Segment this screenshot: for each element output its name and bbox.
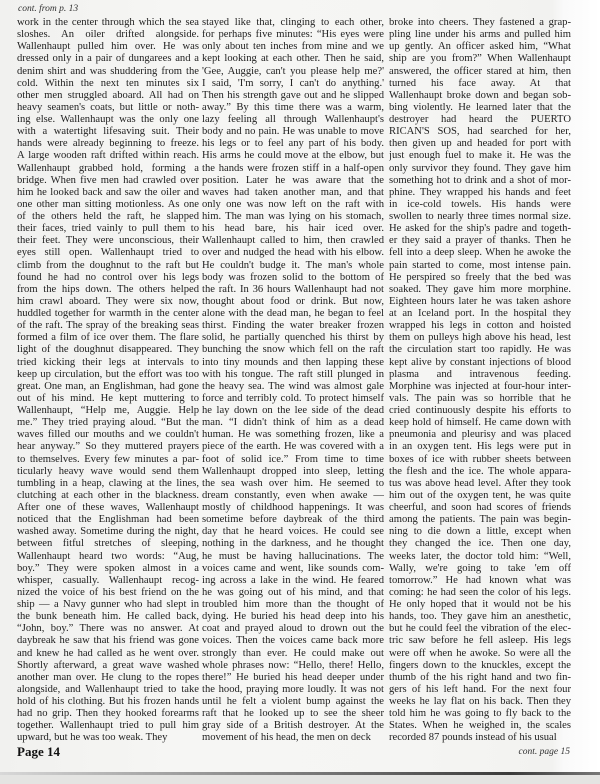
- text-line: weeks later, the doctor told him: “Well,: [389, 550, 571, 562]
- text-line: human. He was something frozen, like a: [202, 429, 384, 441]
- text-line: Wallenhaupt, “Help me, Auggie. Help: [17, 405, 199, 416]
- text-line: man. “I didn't think of him as a dead: [202, 417, 384, 429]
- text-line: He couldn't budge it. The man's whole: [202, 259, 384, 271]
- text-line: mostly of childhood happenings. It was: [202, 502, 384, 513]
- text-line: great. One man, an Englishman, had gone: [17, 380, 199, 392]
- text-line: He only hoped that it would not be his: [389, 599, 571, 610]
- text-line: ning to die down a little, except when: [389, 526, 571, 538]
- text-line: cheerful, and soon had scores of friends: [389, 502, 571, 513]
- text-line: RICAN'S SOS, had searched for her,: [389, 126, 571, 138]
- text-line: other men struggled aboard. All had on: [17, 89, 199, 101]
- text-line: their feet. They were unconscious, their: [17, 235, 199, 247]
- text-line: to themselves. Every few minutes a par-: [17, 453, 199, 465]
- text-line: then given up and headed for port with: [389, 138, 571, 150]
- text-line: pain started to come, most intense pain.: [389, 259, 571, 271]
- text-line: of the others held the raft, he slapped: [17, 211, 199, 222]
- text-line: only about ten inches from mine and we: [202, 41, 384, 53]
- text-line: thought about food or drink. But now,: [202, 295, 384, 307]
- text-line: the flesh and the ice. The whole appara-: [389, 465, 571, 477]
- text-line: there!” He buried his head deeper under: [202, 671, 384, 683]
- text-line: nothing in the darkness, and he thought: [202, 538, 384, 550]
- text-line: piece of the earth. He was covered with a: [202, 441, 384, 453]
- text-line: foot of solid ice.” From time to time: [202, 453, 384, 465]
- text-line: ing across a lake in the wind. He feared: [202, 574, 384, 586]
- text-line: the raft. In 36 hours Wallenhaupt had not: [202, 283, 384, 295]
- text-line: heavy seamen's coats, but little or noth-: [17, 101, 199, 113]
- text-line: broke into cheers. They fastened a grap-: [389, 17, 571, 28]
- text-line: work in the center through which the sea: [17, 17, 199, 28]
- text-line: pneumonia and pleurisy and was placed: [389, 429, 571, 441]
- text-line: Morphine was injected at four-hour inter-: [389, 380, 571, 392]
- text-line: and knew he had called as he went over.: [17, 647, 199, 659]
- text-line: recorded 87 pounds instead of his usual: [389, 732, 557, 744]
- text-line: Wallenhaupt grabbed hold, forming a: [17, 162, 199, 174]
- text-line: upward, but he was too weak. They: [17, 732, 168, 744]
- text-line: the heavy sea. The wind was almost gale: [202, 380, 384, 392]
- text-line: light of the doughnut disappeared. They: [17, 344, 199, 356]
- continued-from-note: cont. from p. 13: [18, 4, 79, 14]
- text-line: body and no pain. He was unable to move: [202, 126, 384, 138]
- continued-to-note: cont. page 15: [518, 747, 570, 757]
- text-line: raft that he looked up to see the sheer: [202, 708, 384, 720]
- text-line: Wally, we're going to take 'em off: [389, 562, 571, 574]
- text-line: gray side of a British destroyer. At the: [202, 720, 384, 732]
- text-line: one other man sitting motionless. As one: [17, 198, 199, 210]
- text-line: were off when he awoke. So were all the: [389, 647, 571, 659]
- text-line: in an oxygen tent. His legs were put in: [389, 441, 571, 453]
- text-line: eyes still open. Wallenhaupt tried to: [17, 247, 199, 259]
- text-line: dying. He buried his head deep into his: [202, 611, 384, 623]
- text-line: him out of the oxygen tent, he was quite: [389, 489, 571, 501]
- text-line: pling line under his arms and pulled him: [389, 29, 571, 41]
- text-line: clutching at each other in the blackness.: [17, 489, 199, 501]
- text-column-2: [202, 17, 384, 745]
- text-line: voices came and went, like sounds com-: [202, 562, 384, 574]
- text-line: him he looked back and saw the oiler and: [17, 186, 199, 198]
- text-line: States. When he weighed in, the scales: [389, 720, 571, 732]
- text-line: ing else. Wallenhaupt was the only one: [17, 114, 199, 125]
- text-line: weeks he lay flat on his back. Then they: [389, 696, 571, 707]
- text-line: kept alive by constant injections of blood: [389, 356, 571, 368]
- text-line: only survivor they found. They gave him: [389, 162, 571, 174]
- text-line: strongly than ever. He could make out: [202, 647, 384, 659]
- text-line: coming: he had seen the color of his legs.: [389, 586, 571, 598]
- text-line: into tiny mounds and then lapping these: [202, 356, 384, 368]
- text-line: he lay down on the lee side of the dead: [202, 405, 384, 416]
- text-line: tric saw before he fell asleep. His legs: [389, 635, 571, 647]
- text-line: He perspired so freely that the bed was: [389, 271, 571, 283]
- text-line: vals. The pain was so horrible that he: [389, 392, 571, 404]
- text-line: they changed the ice. Then one day,: [389, 538, 571, 550]
- text-line: After one of these waves, Wallenhaupt: [17, 502, 199, 513]
- text-line: until he felt a violent bump against the: [202, 696, 384, 707]
- text-line: had no grip. Then they hooked forearms: [17, 708, 199, 720]
- text-line: bridge. When five men had crawled over: [17, 174, 199, 186]
- text-line: me.” They tried praying aloud. “But the: [17, 417, 199, 429]
- text-line: in ice-cold towels. His hands were: [389, 198, 571, 210]
- text-line: him crawl aboard. They were six now,: [17, 295, 199, 307]
- text-line: kept looking at each other. Then he said,: [202, 53, 384, 65]
- text-line: out of his mind. He kept muttering to: [17, 392, 199, 404]
- text-line: the hood, praying more loudly. It was not: [202, 683, 384, 695]
- text-line: together. Wallenhaupt tried to pull him: [17, 720, 199, 732]
- text-line: keep up circulation, but the effort was too: [17, 368, 199, 380]
- text-line: He asked for the ship's padre and togeth-: [389, 223, 571, 235]
- text-line: hold of his clothing. But his frozen hands: [17, 696, 199, 707]
- text-line: thirst. Finding the water breaker frozen: [202, 320, 384, 332]
- text-line: climb from the doughnut to the raft but: [17, 259, 199, 271]
- text-line: at an Iceland port. In the hospital they: [389, 308, 571, 319]
- text-line: Wallenhaupt pulled him over. He was: [17, 41, 199, 53]
- text-line: soaked. They gave him more morphine.: [389, 283, 571, 295]
- text-line: hear anyway.” So they muttered prayers: [17, 441, 199, 453]
- text-line: 'Gee, Auggie, can't you please help me?': [202, 65, 384, 77]
- text-line: tomorrow.” He had known what was: [389, 574, 571, 586]
- text-line: swollen to nearly three times normal size.: [389, 211, 571, 222]
- text-line: denim shirt and was shuddering from the: [17, 65, 199, 77]
- text-line: he must be having hallucinations. The: [202, 550, 384, 562]
- text-line: hands, too. They gave him an anesthetic,: [389, 611, 571, 623]
- text-line: boy.” They were spoken almost in a: [17, 562, 199, 574]
- text-line: of the raft. The spray of the breaking seas: [17, 320, 199, 332]
- text-line: dressed only in a pair of dungarees and a: [17, 53, 199, 65]
- text-line: the hands were frozen stiff in a half-open: [202, 162, 384, 174]
- text-line: them on pulleys high above his head, lest: [389, 332, 571, 344]
- text-line: tried kicking their legs at intervals to: [17, 356, 199, 368]
- text-line: ship are you from?” When Wallenhaupt: [389, 53, 571, 65]
- text-line: Wallenhaupt called to him, then crawled: [202, 235, 384, 247]
- text-line: dream constantly, even when awake —: [202, 489, 384, 501]
- text-line: his head bare, his hair iced over.: [202, 223, 384, 235]
- text-line: turned his face away. At that: [389, 77, 571, 89]
- text-line: ticularly heavy wave would send them: [17, 465, 199, 477]
- text-line: destroyer had heard the PUERTO: [389, 114, 571, 125]
- text-line: body was frozen solid to the bottom of: [202, 271, 384, 283]
- text-line: wrapped his legs in cotton and hoisted: [389, 320, 571, 332]
- text-line: with a watertight lifesaving suit. Their: [17, 126, 199, 138]
- text-line: fingers down to the knuckles, except the: [389, 659, 571, 671]
- text-line: the circulation start too rapidly. He was: [389, 344, 571, 356]
- text-line: waves had taken another man, and that: [202, 186, 384, 198]
- text-line: whole phrases now: “Hello, there! Hello,: [202, 659, 384, 671]
- text-line: voices. Then the voices came back more: [202, 635, 384, 647]
- text-line: with his tongue. The raft still plunged in: [202, 368, 384, 380]
- text-line: sometime before daybreak of the third: [202, 514, 384, 526]
- text-line: thumb of the his right hand and two fin-: [389, 671, 571, 683]
- text-line: washed away. Sometime during the night,: [17, 526, 199, 538]
- text-line: him. The man was lying on his stomach,: [202, 211, 384, 222]
- text-line: position. Later he was aware that the: [202, 174, 384, 186]
- text-line: daybreak he saw that his friend was gone: [17, 635, 199, 647]
- text-line: lazy feeling all through Wallenhaupt's: [202, 114, 384, 125]
- page-number: Page 14: [17, 744, 60, 759]
- text-line: cried continuously despite his efforts to: [389, 405, 571, 416]
- text-line: ship — a Navy gunner who had slept in: [17, 599, 199, 610]
- text-line: tumbling in a heap, clawing at the lines,: [17, 477, 199, 489]
- text-line: troubled him more than the thought of: [202, 599, 384, 610]
- text-line: hands were already beginning to freeze.: [17, 138, 199, 150]
- text-line: but he could feel the vibration of the elec-: [389, 623, 571, 635]
- text-line: fell into a deep sleep. When he awoke the: [389, 247, 571, 259]
- text-line: A large wooden raft drifted within reach.: [17, 150, 199, 162]
- text-line: gers of his left hand. For the next four: [389, 683, 571, 695]
- text-line: their faces, tried vainly to pull them to: [17, 223, 199, 235]
- text-line: Then his strength gave out and he slipped: [202, 89, 384, 101]
- text-line: another man over. He clung to the ropes: [17, 671, 199, 683]
- text-line: boxes of ice with rubber sheets between: [389, 453, 571, 465]
- text-line: nized the voice of his best friend on the: [17, 586, 199, 598]
- text-line: Wallenhaupt heard two words: “Aug,: [17, 550, 199, 562]
- text-line: waves filled our mouths and we couldn't: [17, 429, 199, 441]
- text-line: huddled together for warmth in the center: [17, 308, 199, 319]
- text-line: among the patients. The pain was begin-: [389, 514, 571, 526]
- page-bottom-shadow: [0, 775, 600, 784]
- text-line: Wallenhaupt broke down and began sob-: [389, 89, 571, 101]
- text-line: coat and prayed aloud to drown out the: [202, 623, 384, 635]
- text-line: Shortly afterward, a great wave washed: [17, 659, 199, 671]
- text-line: he was going out of his mind, and that: [202, 586, 384, 598]
- text-line: stayed like that, clinging to each other,: [202, 17, 384, 28]
- text-line: from the hips down. The others helped: [17, 283, 199, 295]
- text-line: keep hold of himself. He came down with: [389, 417, 571, 429]
- text-line: tus was above head level. After they took: [389, 477, 571, 489]
- text-line: the bunk beneath him. He called back,: [17, 611, 199, 623]
- text-line: Eighteen hours later he was taken ashore: [389, 295, 571, 307]
- text-line: up gently. An officer asked him, “What: [389, 41, 571, 53]
- text-line: alone with the dead man, he began to feel: [202, 308, 384, 319]
- text-line: away.” By this time there was a warm,: [202, 101, 384, 113]
- text-line: phine. They wrapped his hands and feet: [389, 186, 571, 198]
- text-line: cold. Within the next ten minutes six: [17, 77, 199, 89]
- text-line: over and nudged the head with his elbow.: [202, 247, 384, 259]
- text-line: told him he was going to fly back to the: [389, 708, 571, 720]
- text-column-1: [17, 17, 199, 745]
- text-line: movement of his head, the men on deck: [202, 732, 371, 744]
- text-line: found he had no control over his legs: [17, 271, 199, 283]
- text-line: bing violently. He learned later that the: [389, 101, 571, 113]
- text-column-3: [389, 17, 571, 745]
- text-line: noticed that the Englishman had been: [17, 514, 199, 526]
- text-line: “John, boy.” There was no answer. At: [17, 623, 199, 635]
- text-line: his legs or to feel any part of his body.: [202, 138, 384, 150]
- text-line: just enough fuel to make it. He was the: [389, 150, 571, 162]
- text-line: answered, the officer stared at him, then: [389, 65, 571, 77]
- text-line: between fitful stretches of sleeping,: [17, 538, 199, 550]
- text-line: the sea wash over him. He seemed to: [202, 477, 384, 489]
- text-line: His arms he could move at the elbow, but: [202, 150, 384, 162]
- text-line: force and terribly cold. To protect himself: [202, 392, 384, 404]
- text-line: bunching the snow which fell on the raft: [202, 344, 384, 356]
- text-line: sloshes. An oiler drifted alongside.: [17, 29, 199, 41]
- text-line: plasma and intravenous feeding.: [389, 368, 571, 380]
- text-line: for perhaps five minutes: “His eyes were: [202, 29, 384, 41]
- text-line: I said, 'I'm sorry, I can't do anything.': [202, 77, 384, 89]
- text-line: day that he heard voices. He could see: [202, 526, 384, 538]
- text-line: formed a film of ice over them. The flare: [17, 332, 199, 344]
- text-line: whisper, casually. Wallenhaupt recog-: [17, 574, 199, 586]
- text-line: Wallenhaupt dropped into sleep, letting: [202, 465, 384, 477]
- text-line: something hot to drink and a shot of mor-: [389, 174, 571, 186]
- text-line: er they said a prayer of thanks. Then he: [389, 235, 571, 247]
- text-line: only one was now left on the raft with: [202, 198, 384, 210]
- text-line: alongside, and Wallenhaupt tried to take: [17, 683, 199, 695]
- text-line: solid, he partially quenched his thirst by: [202, 332, 384, 344]
